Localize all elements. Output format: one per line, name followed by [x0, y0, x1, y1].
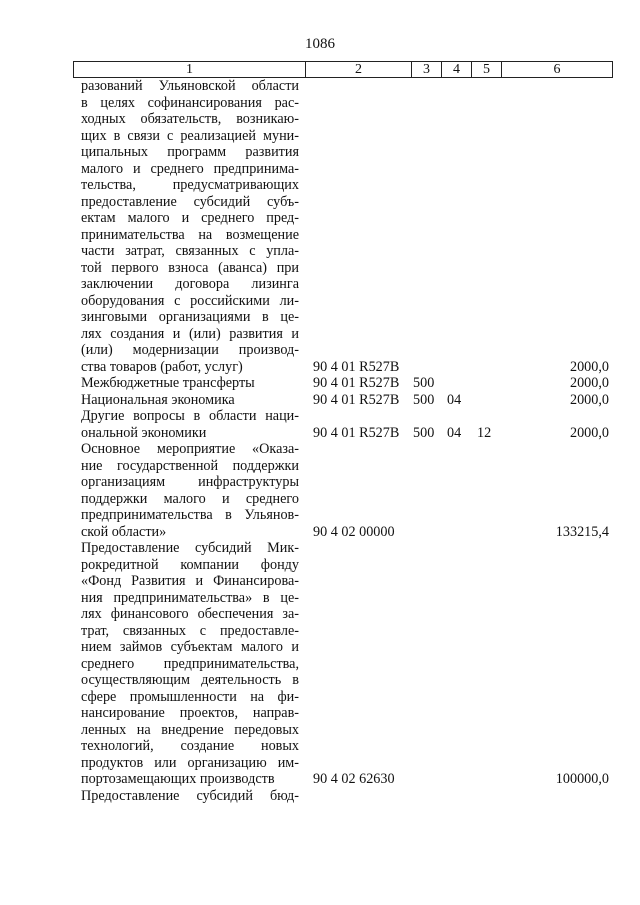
row-amount: 2000,0 [569, 358, 609, 375]
table-row [0, 441, 640, 458]
table-row [0, 326, 640, 343]
table-row [0, 359, 640, 376]
table-row [0, 392, 640, 409]
row-description: ской области» [81, 523, 167, 540]
table-row [0, 788, 640, 805]
table-row [0, 177, 640, 194]
row-description: заключении договора лизинга [81, 276, 299, 292]
row-amount: 2000,0 [569, 424, 609, 441]
table-row [0, 260, 640, 277]
row-code: 90 4 02 00000 [313, 523, 395, 540]
row-description: малого и среднего предпринима- [81, 160, 299, 177]
row-description: ходных обязательств, возникаю- [81, 111, 299, 127]
row-description: в целях софинансирования рас- [81, 94, 299, 111]
budget-table-body [0, 78, 640, 804]
row-code: 90 4 01 R527B [313, 391, 400, 408]
table-row [0, 639, 640, 656]
table-row [0, 524, 640, 541]
row-description: ектам малого и среднего пред- [81, 210, 299, 226]
row-description: осуществляющим деятельность в [81, 672, 299, 688]
row-description: сфере промышленности на фи- [81, 688, 299, 705]
table-row [0, 458, 640, 475]
row-description: ципальных программ развития [81, 144, 299, 160]
row-description: ональной экономики [81, 424, 207, 441]
row-col-3: 500 [413, 391, 435, 408]
row-amount: 100000,0 [555, 771, 609, 787]
table-row [0, 722, 640, 739]
row-description: ства товаров (работ, услуг) [81, 358, 243, 375]
table-row [0, 738, 640, 755]
table-row [0, 342, 640, 359]
table-row [0, 408, 640, 425]
row-code: 90 4 01 R527B [313, 358, 400, 375]
row-description: зинговыми организациями в це- [81, 309, 299, 325]
table-row [0, 111, 640, 128]
row-description: портозамещающих производств [81, 771, 275, 787]
column-header-table [73, 61, 613, 78]
table-row [0, 755, 640, 772]
row-description: Предоставление субсидий бюд- [81, 787, 299, 804]
table-row [0, 771, 640, 788]
row-description: Основное мероприятие «Оказа- [81, 441, 299, 457]
row-col-3: 500 [413, 375, 435, 391]
table-row [0, 227, 640, 244]
row-description: организациям инфраструктуры [81, 474, 299, 490]
row-code: 90 4 01 R527B [313, 375, 400, 391]
table-row [0, 375, 640, 392]
table-row [0, 276, 640, 293]
table-row [0, 144, 640, 161]
table-row [0, 623, 640, 640]
row-amount: 133215,4 [555, 523, 609, 540]
table-row [0, 672, 640, 689]
row-description: тельства, предусматривающих [81, 177, 299, 193]
header-col-5: 5 [472, 62, 502, 78]
header-col-2: 2 [306, 62, 412, 78]
row-description: лях финансового обеспечения за- [81, 606, 299, 622]
row-description: технологий, создание новых [81, 738, 299, 754]
table-row [0, 656, 640, 673]
row-description: поддержки малого и среднего [81, 490, 299, 507]
table-row [0, 194, 640, 211]
row-col-4: 04 [447, 391, 462, 408]
table-row [0, 210, 640, 227]
table-row [0, 507, 640, 524]
table-row [0, 309, 640, 326]
row-description: щих в связи с реализацией муни- [81, 127, 299, 144]
row-col-5: 12 [477, 424, 492, 441]
table-row [0, 425, 640, 442]
row-col-4: 04 [447, 424, 462, 441]
row-description: предоставление субсидий субъ- [81, 193, 299, 210]
row-description: «Фонд Развития и Финансирова- [81, 573, 299, 589]
table-row [0, 293, 640, 310]
table-row [0, 128, 640, 145]
header-col-4: 4 [442, 62, 472, 78]
row-description: нансирование проектов, направ- [81, 705, 299, 721]
header-col-3: 3 [412, 62, 442, 78]
table-row [0, 557, 640, 574]
table-row [0, 491, 640, 508]
row-description: ние государственной поддержки [81, 457, 299, 474]
row-description: части затрат, связанных с упла- [81, 243, 299, 259]
row-description: предпринимательства в Ульянов- [81, 507, 299, 523]
table-row [0, 95, 640, 112]
row-col-3: 500 [413, 424, 435, 441]
row-description: лях создания и (или) развития и [81, 325, 299, 342]
row-description: (или) модернизации производ- [81, 342, 299, 358]
table-row [0, 590, 640, 607]
table-row [0, 161, 640, 178]
row-description: Предоставление субсидий Мик- [81, 540, 299, 556]
row-description: разований Ульяновской области [81, 78, 299, 94]
page-number: 1086 [305, 36, 335, 52]
row-description: среднего предпринимательства, [81, 655, 299, 672]
header-col-1: 1 [74, 62, 306, 78]
row-description: продуктов или организацию им- [81, 754, 299, 771]
table-row [0, 606, 640, 623]
row-description: оборудования с российскими ли- [81, 292, 299, 309]
table-row [0, 689, 640, 706]
row-description: Другие вопросы в области наци- [81, 408, 299, 424]
row-description: нием займов субъектам малого и [81, 639, 299, 655]
row-description: Межбюджетные трансферты [81, 375, 255, 391]
row-description: Национальная экономика [81, 391, 235, 408]
row-amount: 2000,0 [569, 391, 609, 408]
row-description: ния предпринимательства» в це- [81, 589, 299, 606]
row-description: той первого взноса (аванса) при [81, 259, 299, 276]
table-row [0, 243, 640, 260]
table-row [0, 540, 640, 557]
row-description: принимательства на возмещение [81, 226, 299, 243]
row-code: 90 4 02 62630 [313, 771, 395, 787]
row-code: 90 4 01 R527B [313, 424, 400, 441]
table-row [0, 705, 640, 722]
header-col-6: 6 [502, 62, 613, 78]
table-row [0, 474, 640, 491]
row-description: ленных на внедрение передовых [81, 721, 299, 738]
row-description: рокредитной компании фонду [81, 556, 299, 573]
row-description: трат, связанных с предоставле- [81, 622, 299, 639]
table-row [0, 78, 640, 95]
row-amount: 2000,0 [569, 375, 609, 391]
table-row [0, 573, 640, 590]
